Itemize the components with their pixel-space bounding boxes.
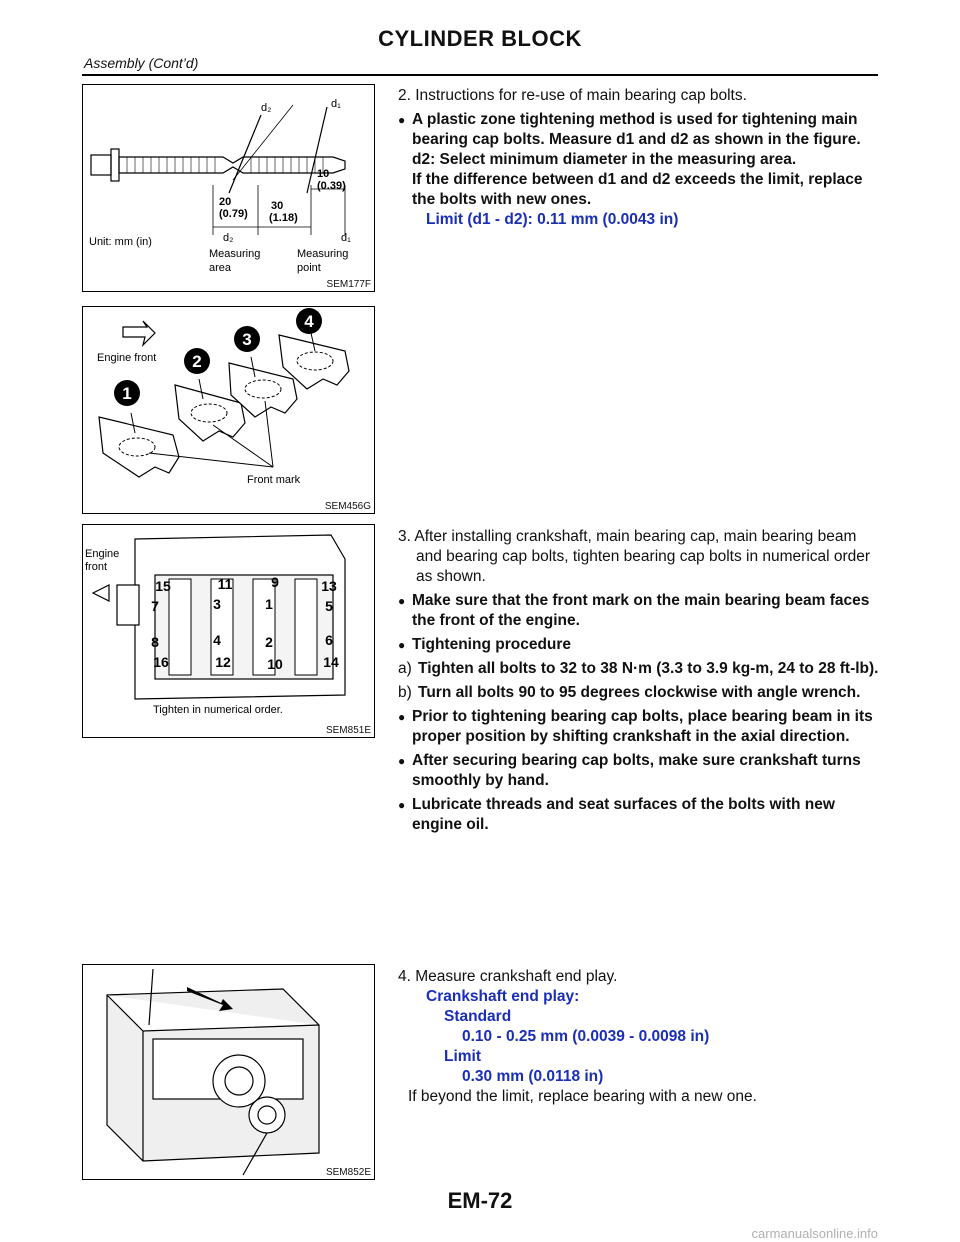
step-4-section [398, 967, 882, 1107]
bolt-number-7: 7 [151, 598, 159, 614]
step-2-limit: Limit (d1 - d2): 0.11 mm (0.0043 in) [426, 211, 679, 228]
page-title: CYLINDER BLOCK [378, 26, 582, 51]
bullet-marker: ● [398, 638, 406, 652]
label-engine-front: Engine front [97, 352, 157, 364]
tightening-order-diagram [83, 525, 374, 737]
bullet-marker: ● [398, 113, 406, 127]
bolt-number-12: 12 [215, 654, 231, 670]
step-2-section [398, 86, 882, 230]
step-3-bullet-1 [398, 591, 882, 631]
label-measuring-area-1: Measuring [209, 248, 261, 260]
step-2-replace-note: If the difference between d1 and d2 exceeds the limit, replace the bolts with new ones. [412, 171, 863, 208]
step-3-bullet-2 [398, 635, 882, 655]
page-number: EM-72 [447, 1188, 513, 1213]
section-subtitle: Assembly (Cont’d) [84, 55, 199, 71]
cap-number-3: 3 [242, 330, 252, 349]
label-dim-10: 10 [317, 168, 330, 180]
cap-number-4: 4 [304, 312, 314, 331]
step-3-bullet-3-text: Prior to tightening bearing cap bolts, place bearing beam in its proper position by shifting crankshaft in the axial direction. [412, 708, 873, 745]
step-3-bullet-1-text: Make sure that the front mark on the main bearing beam faces the front of the engine. [412, 592, 870, 629]
figure-code: SEM851E [325, 725, 371, 736]
bolt-number-10: 10 [267, 656, 283, 672]
end-play-title: Crankshaft end play: [426, 988, 580, 1005]
bolt-number-13: 13 [321, 578, 337, 594]
bullet-marker: ● [398, 594, 406, 608]
label-dim-20: 20 [219, 196, 232, 208]
label-measuring-area-2: area [209, 262, 232, 274]
step-3-sub-a-text: Tighten all bolts to 32 to 38 N·m (3.3 to 3.9 kg-m, 24 to 28 ft-lb). [418, 660, 879, 677]
bolt-number-14: 14 [323, 654, 339, 670]
figure-code: SEM456G [324, 501, 371, 512]
label-dim-20-in: (0.79) [219, 208, 248, 220]
bolt-number-15: 15 [155, 578, 171, 594]
bolt-number-8: 8 [151, 634, 159, 650]
step-2-heading: 2. Instructions for re-use of main bearing cap bolts. [398, 87, 747, 104]
bullet-marker: ● [398, 798, 406, 812]
header-rule [82, 74, 878, 76]
bolt-diagram [83, 85, 374, 291]
bolt-number-4: 4 [213, 632, 221, 648]
bolt-number-6: 6 [325, 632, 333, 648]
bolt-number-5: 5 [325, 598, 333, 614]
cap-number-1: 1 [122, 384, 132, 403]
step-3-bullet-4-text: After securing bearing cap bolts, make sure crankshaft turns smoothly by hand. [412, 752, 861, 789]
label-d2-top: d₂ [261, 102, 272, 114]
bullet-marker: ● [398, 754, 406, 768]
label-tighten-order: Tighten in numerical order. [153, 704, 283, 716]
label-measuring-point-2: point [297, 262, 321, 274]
step-3-bullet-3 [398, 707, 882, 747]
step-3-sub-b-text: Turn all bolts 90 to 95 degrees clockwise with angle wrench. [418, 684, 861, 701]
sub-marker-a: a) [398, 660, 412, 677]
step-3-sub-b [398, 683, 882, 703]
step-3-section [398, 527, 882, 835]
limit-value: 0.30 mm (0.0118 in) [462, 1068, 604, 1085]
label-engine: Engine [85, 548, 120, 560]
figure-bolt-measuring [82, 84, 375, 292]
step-3-bullet-4 [398, 751, 882, 791]
label-measuring-point-1: Measuring [297, 248, 349, 260]
figure-tightening-order [82, 524, 375, 738]
step-3-bullet-5 [398, 795, 882, 835]
bullet-marker: ● [398, 710, 406, 724]
step-3-sub-a [398, 659, 882, 679]
step-3-bullet-2-text: Tightening procedure [412, 636, 572, 653]
label-dim-30-in: (1.18) [269, 212, 298, 224]
bolt-number-3: 3 [213, 596, 221, 612]
label-dim-30: 30 [271, 200, 284, 212]
label-d1-top: d₁ [331, 98, 341, 110]
step-2-bullet-text: A plastic zone tightening method is used for tightening main bearing cap bolts. Measure d1 and d2 as shown in the figure. [412, 111, 861, 148]
figure-code: SEM177F [326, 279, 371, 290]
figure-bearing-caps [82, 306, 375, 514]
unit-label: Unit: mm (in) [89, 236, 152, 248]
label-dim-10-in: (0.39) [317, 180, 346, 192]
bolt-number-9: 9 [271, 574, 279, 590]
bolt-number-1: 1 [265, 596, 273, 612]
limit-label: Limit [444, 1048, 482, 1065]
bolt-number-16: 16 [153, 654, 169, 670]
step-2-bullet [398, 110, 882, 210]
step-4-heading: 4. Measure crankshaft end play. [398, 968, 618, 985]
step-4-note: If beyond the limit, replace bearing with a new one. [408, 1088, 757, 1105]
end-play-diagram [83, 965, 374, 1179]
bearing-caps-diagram [83, 307, 374, 513]
standard-label: Standard [444, 1008, 512, 1025]
bolt-number-11: 11 [217, 576, 233, 592]
label-front: front [85, 561, 108, 573]
step-3-bullet-5-text: Lubricate threads and seat surfaces of the bolts with new engine oil. [412, 796, 835, 833]
bolt-number-2: 2 [265, 634, 273, 650]
cap-number-2: 2 [192, 352, 202, 371]
sub-marker-b: b) [398, 684, 412, 701]
step-3-heading: 3. After installing crankshaft, main bearing cap, main bearing beam and bearing cap bolts, tighten bearing cap bolts in numerical order as shown. [398, 528, 871, 585]
label-front-mark: Front mark [247, 474, 301, 486]
label-d1-bottom: d₁ [341, 232, 351, 244]
figure-end-play [82, 964, 375, 1180]
label-d2-bottom: d₂ [223, 232, 234, 244]
step-2-d2-note: d2: Select minimum diameter in the measuring area. [412, 151, 797, 168]
standard-value: 0.10 - 0.25 mm (0.0039 - 0.0098 in) [462, 1028, 710, 1045]
figure-code: SEM852E [325, 1167, 371, 1178]
watermark: carmanualsonline.info [751, 1226, 878, 1241]
